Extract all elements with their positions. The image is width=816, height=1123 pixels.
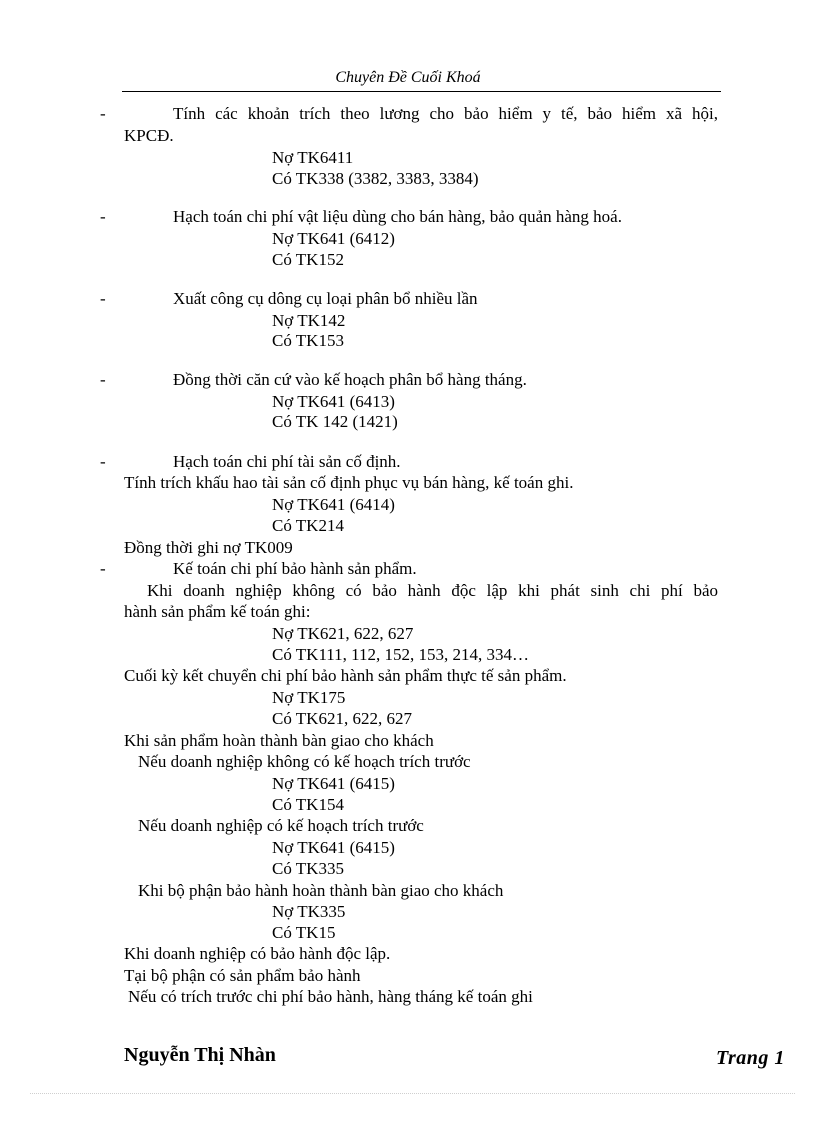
text-line: Đồng thời căn cứ vào kế hoạch phân bổ hàng tháng.: [173, 370, 527, 389]
text-line: Tính các khoản trích theo lương cho bảo hiểm y tế, bảo hiểm xã hội,: [173, 104, 718, 123]
credit-entry: Có TK621, 622, 627: [272, 709, 412, 728]
text-line: Nếu doanh nghiệp không có kế hoạch trích trước: [138, 752, 471, 771]
debit-entry: Nợ TK641 (6415): [272, 774, 395, 793]
bullet-dash: -: [100, 559, 106, 578]
text-line: Đồng thời ghi nợ TK009: [124, 538, 293, 557]
text-line: Hạch toán chi phí tài sản cố định.: [173, 452, 401, 471]
credit-entry: Có TK15: [272, 923, 336, 942]
text-line: Hạch toán chi phí vật liệu dùng cho bán hàng, bảo quản hàng hoá.: [173, 207, 622, 226]
text-line: Khi doanh nghiệp không có bảo hành độc lập khi phát sinh chi phí bảo: [147, 581, 718, 600]
footer-page-label: Trang 1: [716, 1047, 785, 1069]
header-divider: [122, 91, 721, 92]
debit-entry: Nợ TK641 (6413): [272, 392, 395, 411]
credit-entry: Có TK153: [272, 331, 344, 350]
text-line: Cuối kỳ kết chuyển chi phí bảo hành sản phẩm thực tế sản phẩm.: [124, 666, 567, 685]
credit-entry: Có TK154: [272, 795, 344, 814]
debit-entry: Nợ TK621, 622, 627: [272, 624, 414, 643]
credit-entry: Có TK 142 (1421): [272, 412, 398, 431]
bullet-dash: -: [100, 104, 106, 123]
credit-entry: Có TK111, 112, 152, 153, 214, 334…: [272, 645, 530, 664]
text-line: KPCĐ.: [124, 126, 174, 145]
bullet-dash: -: [100, 452, 106, 471]
debit-entry: Nợ TK142: [272, 311, 346, 330]
bullet-dash: -: [100, 370, 106, 389]
credit-entry: Có TK335: [272, 859, 344, 878]
debit-entry: Nợ TK641 (6414): [272, 495, 395, 514]
text-line: Khi doanh nghiệp có bảo hành độc lập.: [124, 944, 391, 963]
text-line: Tại bộ phận có sản phẩm bảo hành: [124, 966, 361, 985]
debit-entry: Nợ TK175: [272, 688, 346, 707]
footer-author-name: Nguyễn Thị Nhàn: [124, 1044, 276, 1066]
text-line: Nếu có trích trước chi phí bảo hành, hàng tháng kế toán ghi: [128, 987, 533, 1006]
credit-entry: Có TK338 (3382, 3383, 3384): [272, 169, 479, 188]
text-line: hành sản phẩm kế toán ghi:: [124, 602, 311, 621]
bullet-dash: -: [100, 207, 106, 226]
text-line: Khi sản phẩm hoàn thành bàn giao cho khách: [124, 731, 434, 750]
debit-entry: Nợ TK641 (6415): [272, 838, 395, 857]
credit-entry: Có TK152: [272, 250, 344, 269]
page-header-title: Chuyên Đề Cuối Khoá: [335, 69, 481, 86]
debit-entry: Nợ TK6411: [272, 148, 354, 167]
debit-entry: Nợ TK641 (6412): [272, 229, 395, 248]
text-line: Kế toán chi phí bảo hành sản phẩm.: [173, 559, 417, 578]
text-line: Xuất công cụ dông cụ loại phân bổ nhiều lần: [173, 289, 478, 308]
credit-entry: Có TK214: [272, 516, 344, 535]
bullet-dash: -: [100, 289, 106, 308]
footer-divider: [30, 1093, 795, 1094]
text-line: Khi bộ phận bảo hành hoàn thành bàn giao cho khách: [138, 881, 504, 900]
text-line: Tính trích khấu hao tài sản cố định phục vụ bán hàng, kế toán ghi.: [124, 473, 574, 492]
debit-entry: Nợ TK335: [272, 902, 346, 921]
text-line: Nếu doanh nghiệp có kế hoạch trích trước: [138, 816, 424, 835]
